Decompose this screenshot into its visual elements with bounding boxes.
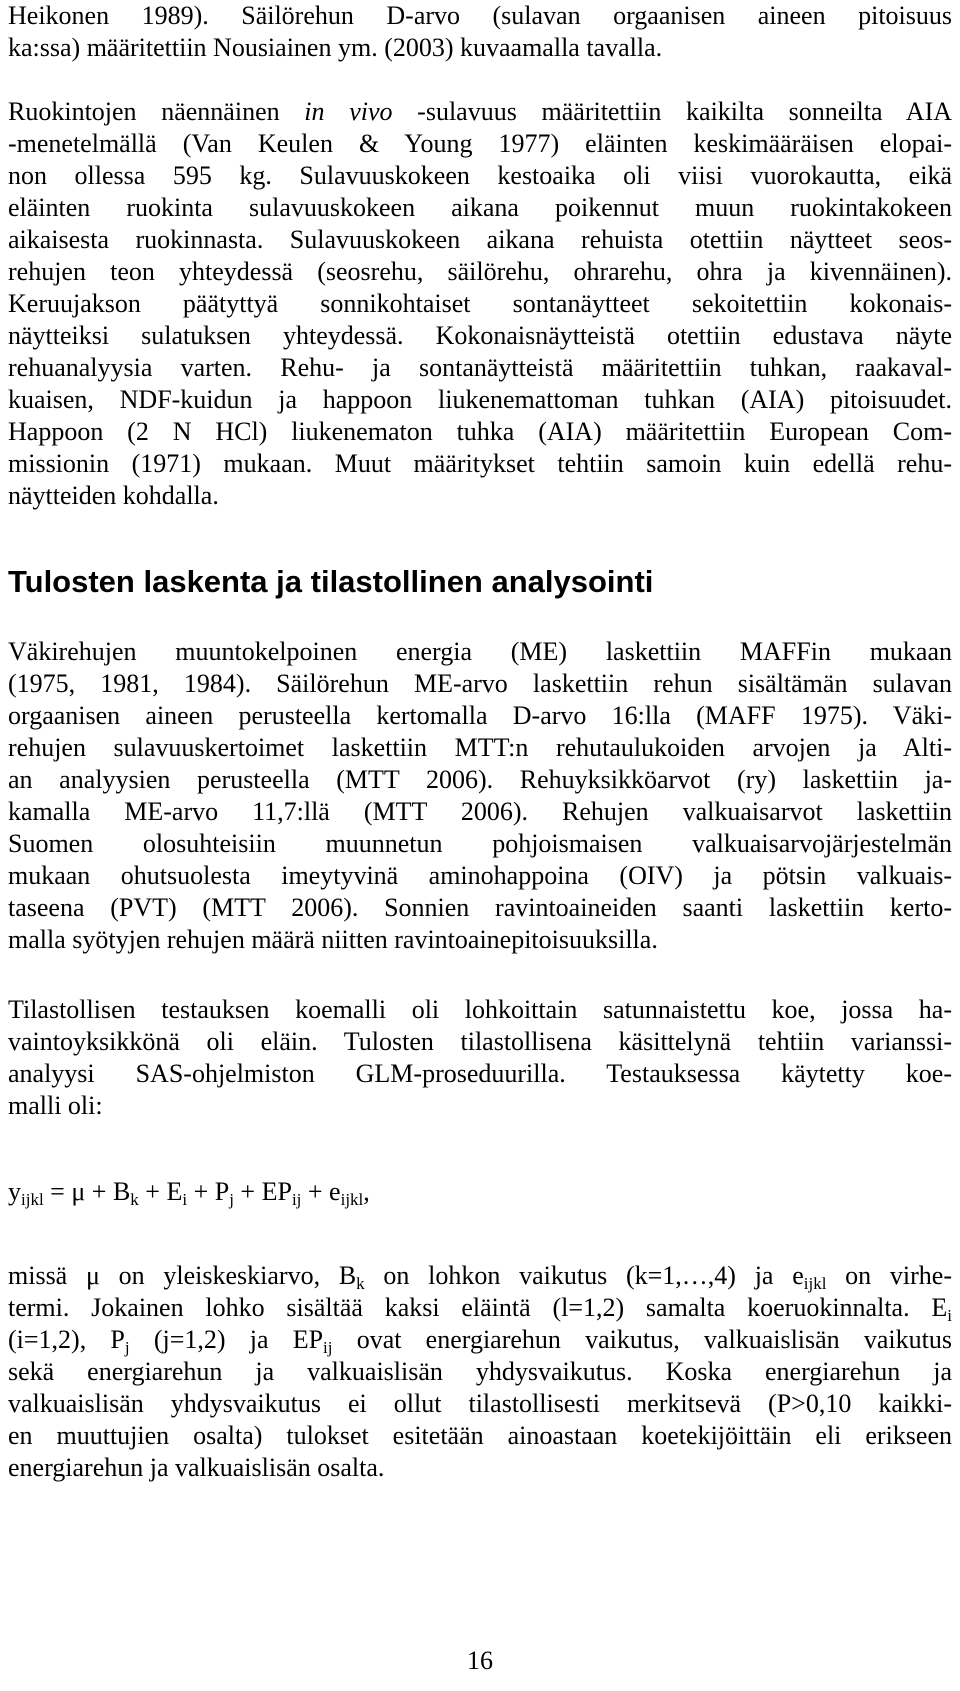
text-line: kamalla ME-arvo 11,7:llä (MTT 2006). Rehujen valkuaisarvot laskettiin <box>8 797 952 826</box>
text-line: taseena (PVT) (MTT 2006). Sonnien ravintoaineiden saanti laskettiin kerto- <box>8 893 952 922</box>
paragraph-energy <box>8 636 952 956</box>
text-run: -sulavuus määritettiin kaikilta sonneilta AIA <box>392 97 953 126</box>
text-line <box>8 1324 952 1356</box>
text-line: an analyysien perusteella (MTT 2006). Rehuyksikköarvot (ry) laskettiin ja- <box>8 765 952 794</box>
text-run: missä μ on yleiskeskiarvo, B <box>8 1261 357 1290</box>
model-formula <box>8 1176 370 1208</box>
formula-term: y <box>8 1177 21 1206</box>
text-line: missionin (1971) mukaan. Muut määritykset tehtiin samoin kuin edellä rehu- <box>8 449 952 478</box>
subscript: i <box>947 1306 952 1325</box>
text-run: (j=1,2) ja EP <box>129 1325 324 1354</box>
paragraph-model-explanation <box>8 1260 952 1484</box>
subscript: j <box>124 1338 130 1357</box>
text-run: termi. Jokainen lohko sisältää kaksi eläintä (l=1,2) samalta koeruokinnalta. E <box>8 1293 948 1322</box>
subscript: ij <box>291 1190 302 1209</box>
formula-term: + e <box>301 1177 341 1206</box>
text-line: (1975, 1981, 1984). Säilörehun ME-arvo laskettiin rehun sisältämän sulavan <box>8 669 952 698</box>
text-run: (i=1,2), P <box>8 1325 125 1354</box>
subscript: ijkl <box>340 1190 364 1209</box>
section-heading: Tulosten laskenta ja tilastollinen analysointi <box>8 564 654 599</box>
subscript: ijkl <box>21 1190 44 1209</box>
text-line: Väkirehujen muuntokelpoinen energia (ME) laskettiin MAFFin mukaan <box>8 637 952 666</box>
formula-term: + EP <box>233 1177 292 1206</box>
paragraph-continuation <box>8 0 952 64</box>
text-line: Suomen olosuhteisiin muunnetun pohjoismaisen valkuaisarvojärjestelmän <box>8 829 952 858</box>
formula-term: , <box>363 1177 370 1206</box>
text-line: kuaisen, NDF-kuidun ja happoon liukenemattoman tuhkan (AIA) pitoisuudet. <box>8 385 952 414</box>
text-line <box>8 1260 952 1292</box>
text-line: non ollessa 595 kg. Sulavuuskokeen kestoaika oli viisi vuorokautta, eikä <box>8 161 952 190</box>
text-line: sekä energiarehun ja valkuaislisän yhdysvaikutus. Koska energiarehun ja <box>8 1357 952 1386</box>
text-line: vaintoyksikkönä oli eläin. Tulosten tilastollisena käsittelynä tehtiin varianssi- <box>8 1027 952 1056</box>
text-line: valkuaislisän yhdysvaikutus ei ollut tilastollisesti merkitsevä (P>0,10 kaikki- <box>8 1389 952 1418</box>
subscript: j <box>229 1190 234 1209</box>
text-line: energiarehun ja valkuaislisän osalta. <box>8 1453 385 1482</box>
subscript: ij <box>323 1338 333 1357</box>
italic-term: in vivo <box>304 97 393 126</box>
text-line: Tilastollisen testauksen koemalli oli lohkoittain satunnaistettu koe, jossa ha- <box>8 995 952 1024</box>
paragraph-statistics <box>8 994 952 1122</box>
text-line <box>8 96 952 128</box>
text-line: malli oli: <box>8 1091 103 1120</box>
text-line: en muuttujien osalta) tulokset esitetään ainoastaan koetekijöittäin eli erikseen <box>8 1421 952 1450</box>
text-line: orgaanisen aineen perusteella kertomalla D-arvo 16:lla (MAFF 1975). Väki- <box>8 701 952 730</box>
paragraph-digestibility <box>8 96 952 512</box>
text-line: malla syötyjen rehujen määrä niitten ravintoainepitoisuuksilla. <box>8 925 658 954</box>
text-line: rehujen teon yhteydessä (seosrehu, säilörehu, ohrarehu, ohra ja kivennäinen). <box>8 257 952 286</box>
text-run: Ruokintojen näennäinen <box>8 97 305 126</box>
text-line: -menetelmällä (Van Keulen & Young 1977) eläinten keskimääräisen elopai- <box>8 129 952 158</box>
text-line: rehujen sulavuuskertoimet laskettiin MTT:n rehutaulukoiden arvojen ja Alti- <box>8 733 952 762</box>
text-line: rehuanalyysia varten. Rehu- ja sontanäytteistä määritettiin tuhkan, raakaval- <box>8 353 952 382</box>
document-page <box>8 0 952 1691</box>
text-line: Keruujakson päätyttyä sonnikohtaiset sontanäytteet sekoitettiin kokonais- <box>8 289 952 318</box>
text-line: Happoon (2 N HCl) liukenematon tuhka (AIA) määritettiin European Com- <box>8 417 952 446</box>
text-line: ka:ssa) määritettiin Nousiainen ym. (2003) kuvaamalla tavalla. <box>8 33 663 62</box>
text-line: näytteiden kohdalla. <box>8 481 219 510</box>
text-line: analyysi SAS-ohjelmiston GLM-proseduurilla. Testauksessa käytetty koe- <box>8 1059 952 1088</box>
text-line: aikaisesta ruokinnasta. Sulavuuskokeen aikana rehuista otettiin näytteet seos- <box>8 225 952 254</box>
text-line: näytteiksi sulatuksen yhteydessä. Kokonaisnäytteistä otettiin edustava näyte <box>8 321 952 350</box>
formula-term: + P <box>187 1177 230 1206</box>
subscript: ijkl <box>803 1274 827 1293</box>
text-line: eläinten ruokinta sulavuuskokeen aikana poikennut muun ruokintakokeen <box>8 193 952 222</box>
formula-term: + E <box>138 1177 183 1206</box>
text-line: mukaan ohutsuolesta imeytyvinä aminohappoina (OIV) ja pötsin valkuais- <box>8 861 952 890</box>
subscript: k <box>130 1190 139 1209</box>
text-line <box>8 1292 952 1324</box>
subscript: i <box>182 1190 188 1209</box>
page-number: 16 <box>467 1646 493 1675</box>
formula-term: = μ + B <box>43 1177 131 1206</box>
subscript: k <box>356 1274 365 1293</box>
text-run: on lohkon vaikutus (k=1,…,4) ja e <box>364 1261 804 1290</box>
text-line: Heikonen 1989). Säilörehun D-arvo (sulavan orgaanisen aineen pitoisuus <box>8 1 952 30</box>
text-run: on virhe- <box>826 1261 952 1290</box>
text-run: ovat energiarehun vaikutus, valkuaislisän vaikutus <box>332 1325 952 1354</box>
